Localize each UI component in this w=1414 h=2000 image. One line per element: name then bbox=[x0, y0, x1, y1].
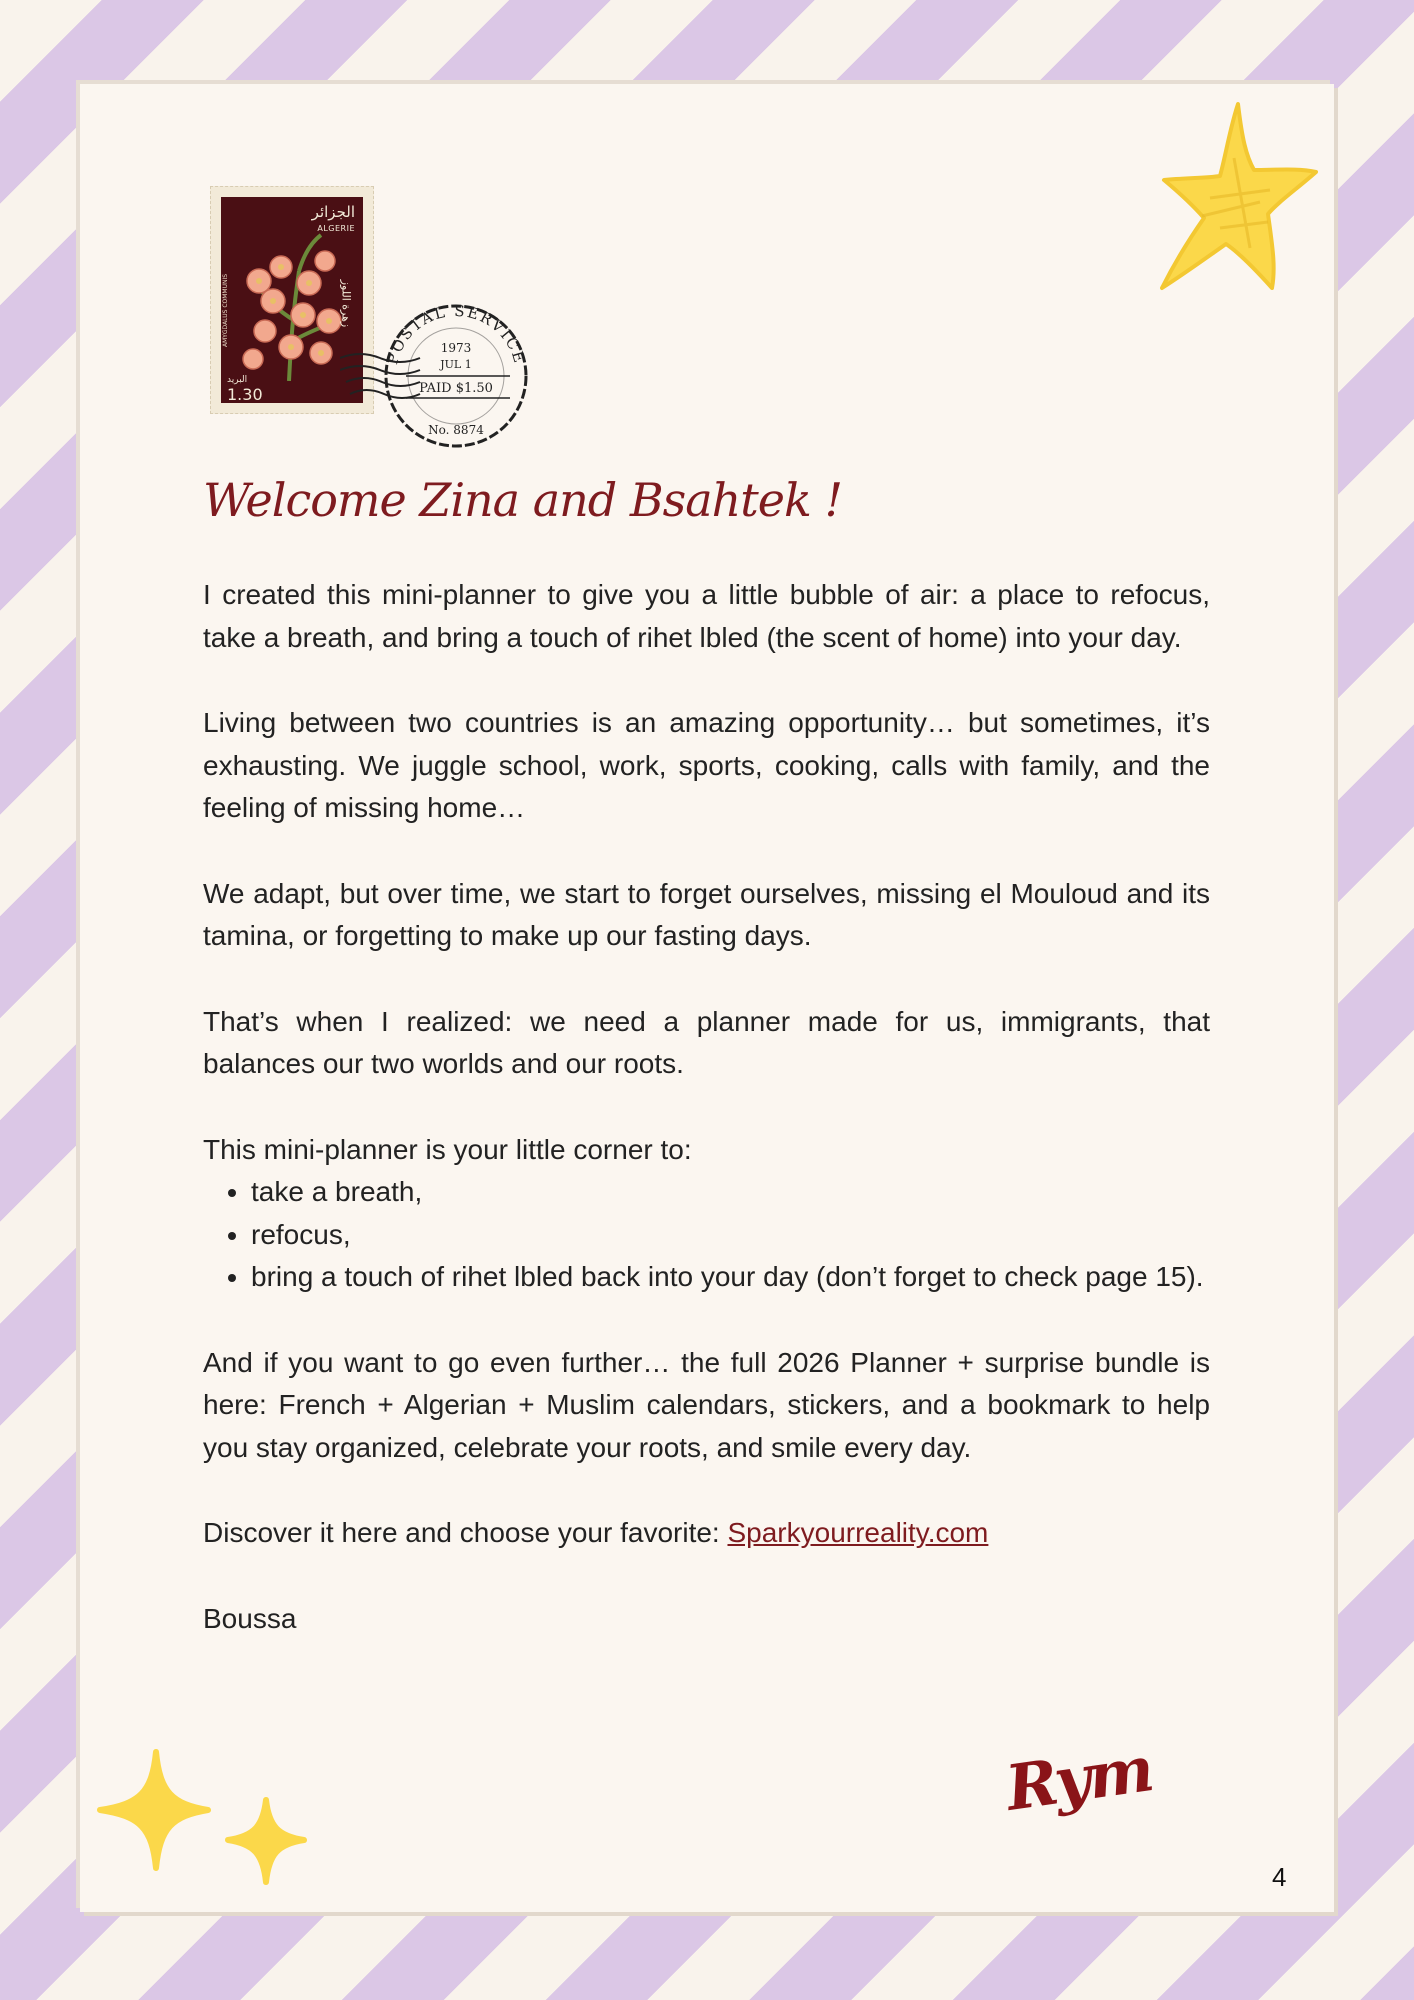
letter-body bbox=[203, 574, 1210, 1683]
stamp-arabic-post: البريد bbox=[227, 375, 248, 385]
postmark-number: No. 8874 bbox=[428, 423, 484, 437]
postmark-icon bbox=[340, 296, 540, 456]
postmark-service: POSTAL SERVICE bbox=[383, 301, 529, 367]
paragraph-adapt: We adapt, but over time, we start to forget ourselves, missing el Mouloud and its tamina, or forgetting to make up our fasting days. bbox=[203, 877, 1210, 951]
list-item: • refocus, bbox=[251, 1214, 1210, 1257]
page-title: Welcome Zina and Bsahtek ! bbox=[203, 473, 843, 527]
star-doodle-icon bbox=[1150, 98, 1320, 294]
paragraph-intro: I created this mini-planner to give you a little bubble of air: a place to refocus, take a breath, and bring a touch of rihet lbled (the scent of home) into your day. bbox=[203, 579, 1210, 653]
discover-text: Discover it here and choose your favorite: bbox=[203, 1517, 728, 1548]
stamp-arabic-side: زهرة اللوز bbox=[338, 279, 352, 328]
list-item: • take a breath, bbox=[251, 1171, 1210, 1214]
svg-text:POSTAL SERVICE bbox=[383, 302, 529, 367]
almond-blossom-icon bbox=[229, 231, 355, 381]
stamp-country: ALGERIE bbox=[317, 224, 355, 233]
paragraph-two-countries: Living between two countries is an amazing opportunity… but sometimes, it’s exhausting. We juggle school, work, sports, cooking, calls with family, and the feeling of missing home… bbox=[203, 707, 1210, 823]
list-item: • bring a touch of rihet lbled back into your day (don’t forget to check page 15). bbox=[251, 1256, 1210, 1299]
stamp-arabic-title: الجزائر bbox=[311, 203, 355, 221]
paragraph-list-intro: This mini-planner is your little corner to: bbox=[203, 1133, 692, 1165]
paragraph-full-planner: And if you want to go even further… the full 2026 Planner + surprise bundle is here: French + Algerian + Muslim calendars, stickers, and a bookmark to help you stay organized, celebrate your roots, and smile every day. bbox=[203, 1346, 1210, 1463]
sparkles-icon bbox=[96, 1748, 316, 1898]
postmark-paid: PAID $1.50 bbox=[419, 381, 493, 396]
paragraph-discover bbox=[203, 1512, 1210, 1555]
paragraph-realized: That’s when I realized: we need a planner made for us, immigrants, that balances our two worlds and our roots. bbox=[203, 1005, 1210, 1079]
sparkyourreality-link[interactable]: Sparkyourreality.com bbox=[727, 1517, 989, 1548]
page-number: 4 bbox=[1272, 1862, 1287, 1892]
postmark-date: JUL 1 bbox=[440, 358, 472, 371]
signature: Rym bbox=[1001, 1732, 1157, 1825]
postmark-year: 1973 bbox=[440, 341, 472, 355]
stamp-latin-name: AMYGDALUS COMMUNIS bbox=[222, 273, 230, 348]
bullet-list bbox=[203, 1171, 1210, 1299]
stamp-value: 1.30 bbox=[227, 385, 263, 403]
closing-text: Boussa bbox=[203, 1602, 297, 1634]
